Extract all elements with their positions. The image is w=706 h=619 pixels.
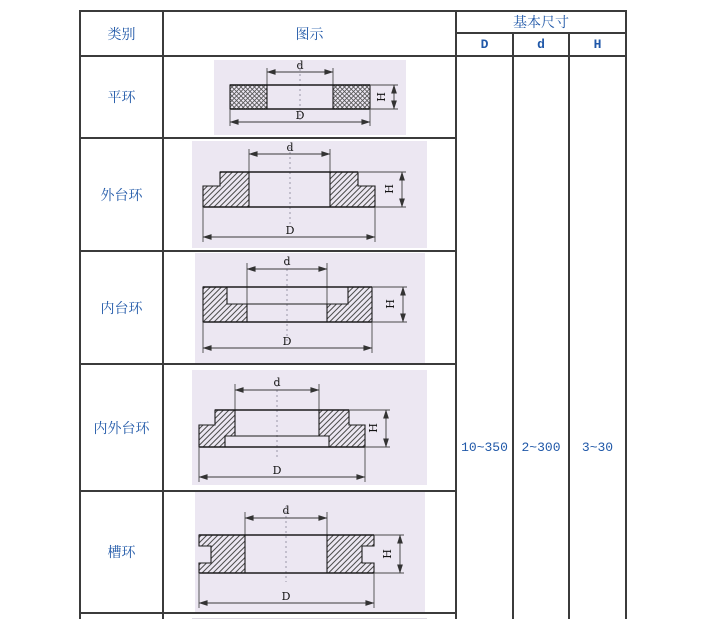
dim-label-d: d: [286, 141, 294, 154]
value-d-range: 2~300: [513, 56, 569, 619]
ring-section-left: [230, 85, 267, 109]
header-col-D: D: [456, 33, 513, 56]
dim-label-D: D: [272, 464, 282, 477]
header-basic-dimensions: 基本尺寸: [456, 11, 626, 33]
header-col-H: H: [569, 33, 626, 56]
category-cell-partial: [80, 613, 163, 619]
dim-label-d: d: [295, 59, 304, 72]
header-category: 类别: [80, 11, 163, 56]
dim-label-d: d: [282, 254, 291, 268]
dim-label-D: D: [281, 590, 290, 603]
diagram-cell-partial: [163, 613, 456, 619]
header-col-d: d: [513, 33, 569, 56]
inner-outer-step-ring-diagram: [192, 370, 427, 485]
dim-label-H: H: [383, 298, 397, 309]
category-outer-step-ring: 外台环: [80, 138, 163, 251]
dim-label-D: D: [295, 108, 304, 122]
spec-table: [79, 10, 627, 619]
category-grooved-ring: 槽环: [80, 491, 163, 613]
inner-step-ring-diagram: [195, 253, 425, 363]
header-diagram: 图示: [163, 11, 456, 56]
dim-label-H: H: [380, 549, 394, 559]
dim-label-H: H: [374, 91, 388, 102]
diagram-cell-grooved-ring: [163, 491, 456, 613]
category-inner-step-ring: 内台环: [80, 251, 163, 364]
category-flat-ring: 平环: [80, 56, 163, 138]
dim-label-d: d: [281, 504, 290, 517]
diagram-cell-inner-outer-step-ring: [163, 364, 456, 491]
category-inner-outer-step-ring: 内外台环: [80, 364, 163, 491]
diagram-cell-inner-step-ring: [163, 251, 456, 364]
ring-section-right: [333, 85, 370, 109]
dim-label-d: d: [273, 376, 281, 389]
value-H-range: 3~30: [569, 56, 626, 619]
value-D-range: 10~350: [456, 56, 513, 619]
outer-step-ring-diagram: [192, 141, 427, 248]
grooved-ring-diagram: [195, 492, 425, 612]
dim-label-H: H: [367, 423, 380, 433]
flat-ring-diagram: [214, 60, 406, 135]
diagram-cell-outer-step-ring: [163, 138, 456, 251]
dim-label-D: D: [285, 224, 295, 237]
dim-label-D: D: [282, 334, 291, 348]
diagram-cell-flat-ring: [163, 56, 456, 138]
dim-label-H: H: [383, 184, 396, 194]
